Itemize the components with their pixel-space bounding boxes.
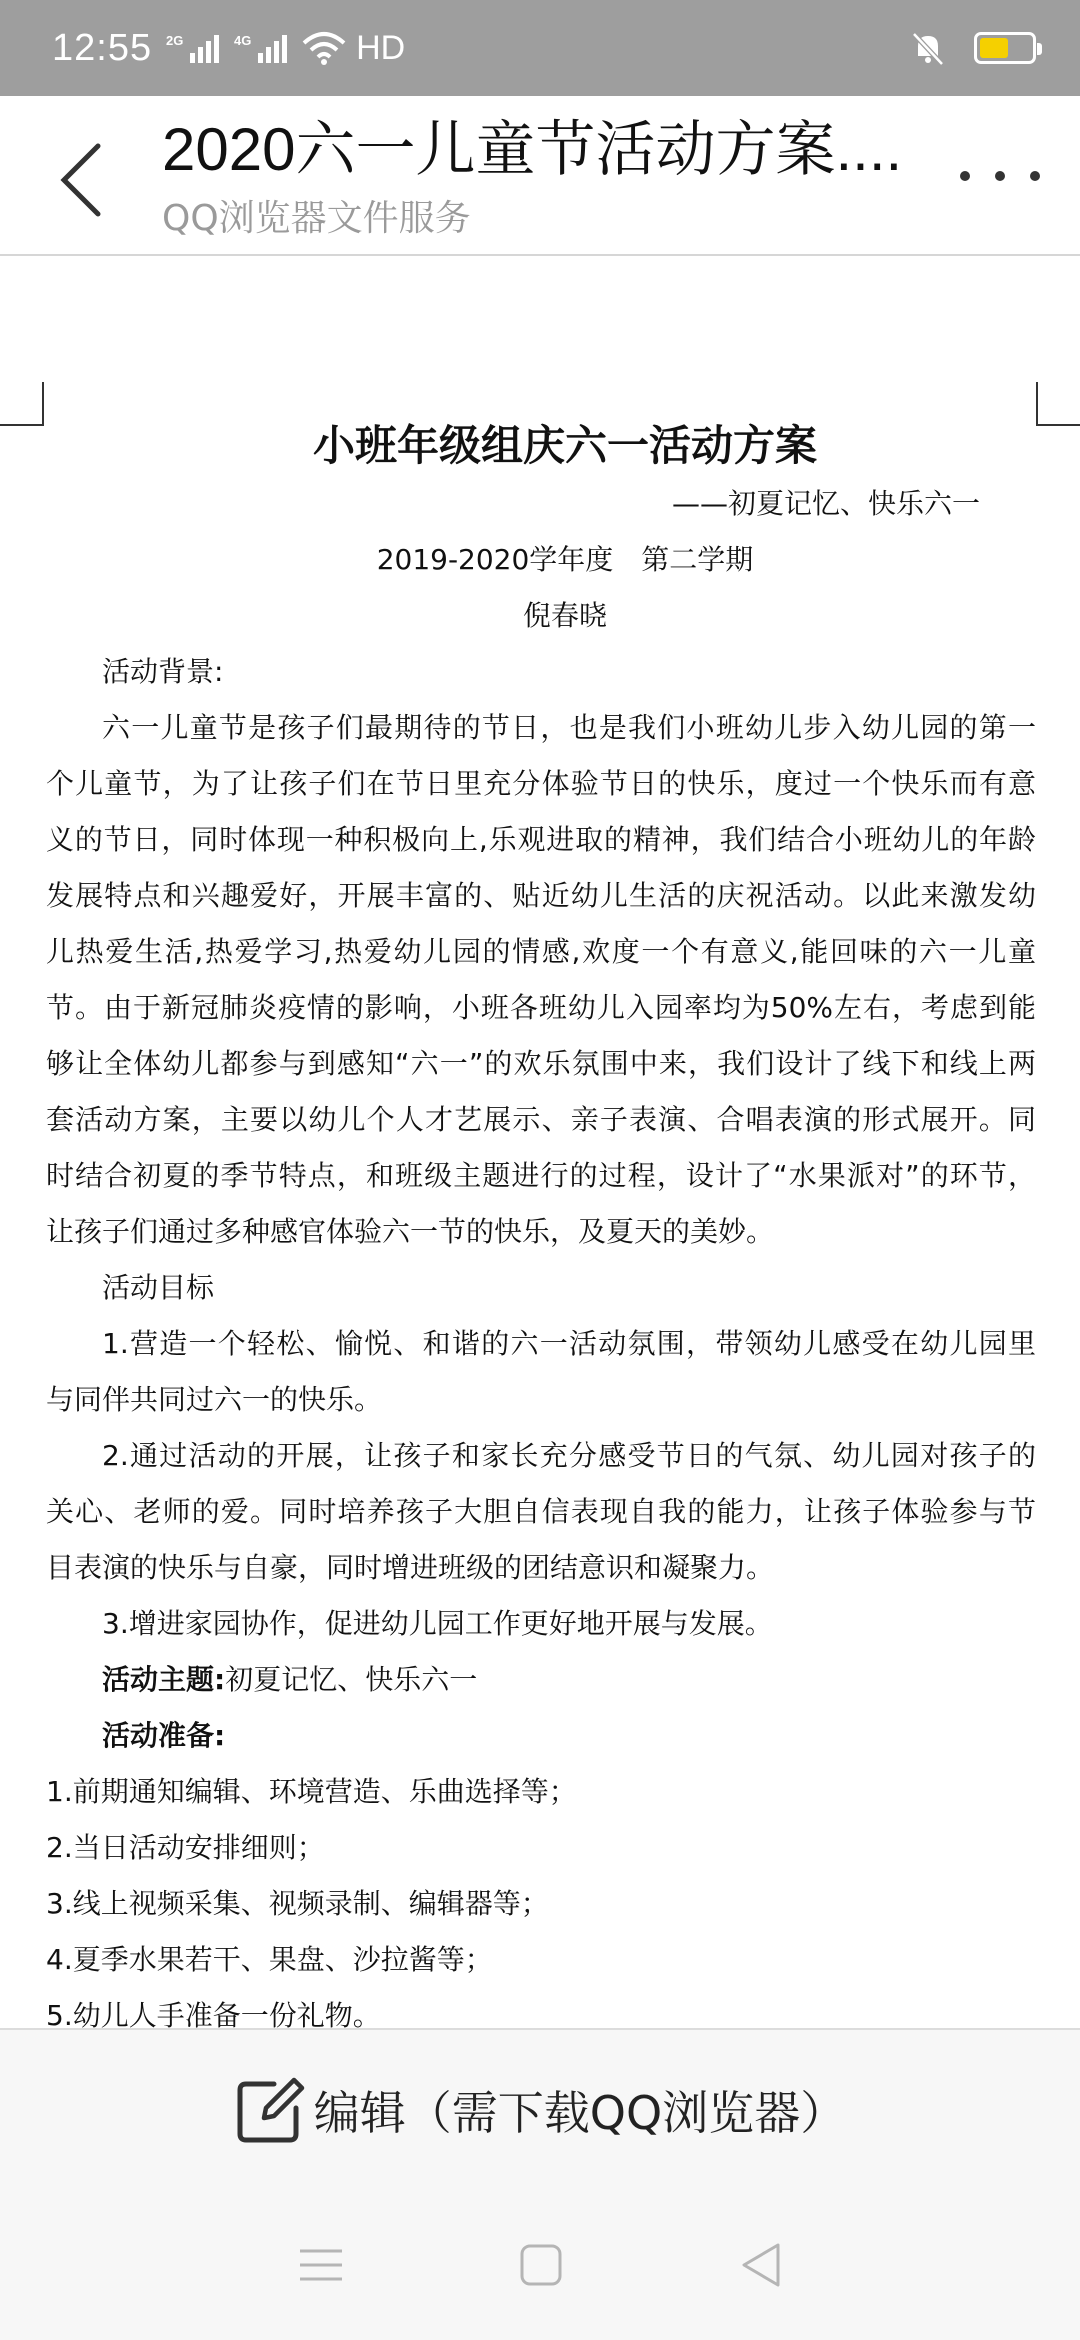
- system-nav-bar: [0, 2190, 1080, 2340]
- paragraph-line: 够让全体幼儿都参与到感知“六一”的欢乐氛围中来，我们设计了线下和线上两: [46, 1047, 1036, 1080]
- more-dots-icon[interactable]: [960, 156, 1040, 196]
- document-author: 倪春晓: [522, 599, 607, 632]
- crop-mark-right: [1036, 382, 1080, 426]
- status-icons: [166, 29, 405, 68]
- theme-label: 活动主题:: [102, 1663, 226, 1696]
- goal-line: 1.营造一个轻松、愉悦、和谐的六一活动氛围，带领幼儿感受在幼儿园里: [102, 1327, 1036, 1360]
- paragraph-line: 节。由于新冠肺炎疫情的影响，小班各班幼儿入园率均为50%左右，考虑到能: [46, 991, 1036, 1024]
- status-time: 12:55: [52, 26, 153, 69]
- paragraph-line: 套活动方案，主要以幼儿个人才艺展示、亲子表演、合唱表演的形式展开。同: [46, 1103, 1036, 1136]
- prep-item: 3.线上视频采集、视频录制、编辑器等；: [46, 1887, 549, 1920]
- wifi-icon: [302, 31, 346, 65]
- svg-text:2G: 2G: [166, 33, 184, 48]
- back-triangle-icon[interactable]: [738, 2241, 782, 2289]
- dot: [995, 171, 1005, 181]
- document-term: 2019-2020学年度 第二学期: [376, 543, 754, 576]
- goal-line: 目表演的快乐与自豪，同时增进班级的团结意识和凝聚力。: [46, 1551, 775, 1584]
- mute-bell-icon: [910, 30, 946, 66]
- paragraph-line: 让孩子们通过多种感官体验六一节的快乐，及夏天的美妙。: [46, 1215, 775, 1248]
- background-heading: 活动背景:: [102, 655, 224, 688]
- edit-icon: [234, 2074, 306, 2146]
- prep-item: 4.夏季水果若干、果盘、沙拉酱等；: [46, 1943, 493, 1976]
- edit-button[interactable]: [0, 2028, 1080, 2190]
- paragraph-line: 义的节日，同时体现一种积极向上,乐观进取的精神，我们结合小班幼儿的年龄: [46, 823, 1036, 856]
- theme-value: 初夏记忆、快乐六一: [225, 1663, 478, 1696]
- battery-icon: [974, 32, 1036, 64]
- crop-mark-left: [0, 382, 44, 426]
- app-header: [0, 96, 1080, 256]
- prep-item: 5.幼儿人手准备一份礼物。: [46, 1999, 381, 2028]
- prep-item: 1.前期通知编辑、环境营造、乐曲选择等；: [46, 1775, 577, 1808]
- hd-label: HD: [356, 28, 406, 67]
- dot: [1030, 171, 1040, 181]
- edit-button-label: 编辑（需下载QQ浏览器）: [313, 2086, 847, 2140]
- battery-level: [980, 38, 1008, 58]
- status-right: [910, 30, 1036, 66]
- paragraph-line: 发展特点和兴趣爱好，开展丰富的、贴近幼儿生活的庆祝活动。以此来激发幼: [46, 879, 1036, 912]
- prep-item: 2.当日活动安排细则；: [46, 1831, 325, 1864]
- home-square-icon[interactable]: [519, 2243, 563, 2287]
- document-tagline: ——初夏记忆、快乐六一: [671, 487, 980, 520]
- prep-heading: 活动准备:: [102, 1719, 226, 1752]
- paragraph-line: 时结合初夏的季节特点，和班级主题进行的过程，设计了“水果派对”的环节，: [46, 1159, 1036, 1192]
- page-title: 2020六一儿童节活动方案....: [162, 116, 903, 183]
- goal-line: 3.增进家园协作，促进幼儿园工作更好地开展与发展。: [102, 1607, 773, 1640]
- dot: [960, 171, 970, 181]
- page-subtitle: QQ浏览器文件服务: [162, 198, 471, 239]
- signal-2g-icon: [166, 31, 224, 65]
- chevron-left-icon[interactable]: [54, 140, 114, 220]
- goals-heading: 活动目标: [102, 1271, 215, 1304]
- document-title: 小班年级组庆六一活动方案: [312, 421, 817, 470]
- paragraph-line: 六一儿童节是孩子们最期待的节日，也是我们小班幼儿步入幼儿园的第一: [102, 711, 1036, 744]
- goal-line: 关心、老师的爱。同时培养孩子大胆自信表现自我的能力，让孩子体验参与节: [46, 1495, 1036, 1528]
- status-left: [52, 27, 405, 70]
- paragraph-line: 儿热爱生活,热爱学习,热爱幼儿园的情感,欢度一个有意义,能回味的六一儿童: [46, 935, 1036, 968]
- status-bar: [0, 0, 1080, 96]
- menu-icon[interactable]: [298, 2245, 344, 2285]
- svg-text:4G: 4G: [234, 33, 252, 48]
- theme-line: [46, 1652, 1036, 1708]
- document-viewer[interactable]: [0, 258, 1080, 2028]
- goal-line: 与同伴共同过六一的快乐。: [46, 1383, 383, 1416]
- signal-4g-icon: [234, 31, 292, 65]
- title-block: [162, 114, 922, 241]
- document-content: [46, 416, 1036, 2028]
- paragraph-line: 个儿童节，为了让孩子们在节日里充分体验节日的快乐，度过一个快乐而有意: [46, 767, 1036, 800]
- goal-line: 2.通过活动的开展，让孩子和家长充分感受节日的气氛、幼儿园对孩子的: [102, 1439, 1036, 1472]
